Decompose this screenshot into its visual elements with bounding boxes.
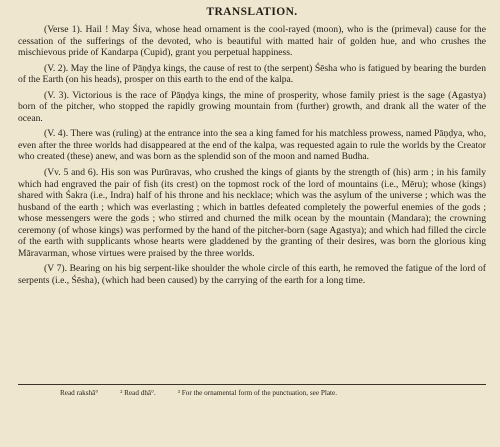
- footnote-divider: [18, 384, 486, 385]
- verse-1-paragraph: (Verse 1). Hail ! May Śiva, whose head ornament is the cool-rayed (moon), who is the (primeval) cause for the cessation of the sufferings of the devoted, who is beautiful with matted hair of golden hue, and who crushes the mischievous pride of Kandarpa (Cupid), grant you perpetual happiness.: [18, 24, 486, 59]
- page-title: TRANSLATION.: [206, 6, 298, 18]
- verse-3-paragraph: (V. 3). Victorious is the race of Pāṇḍya kings, the mine of prosperity, whose family priest is the sage (Agastya) born of the pitcher, who stopped the rapidly growing mountain from (further) growth, and drank all the water of the ocean.: [18, 89, 486, 124]
- verse-7-paragraph: (V 7). Bearing on his big serpent-like shoulder the whole circle of this earth, he removed the fatigue of the lord of serpents (i.e., Śēsha), (which had been caused) by the carrying of the earth for a long time.: [18, 263, 486, 286]
- footnote-2: ² Read dhā°.: [120, 389, 156, 397]
- verse-2-paragraph: (V. 2). May the line of Pāṇḍya kings, the cause of rest to (the serpent) Śēsha who is fatigued by bearing the burden of the Earth (on his heads), prosper on this earth to the end of the kalpa.: [18, 62, 486, 86]
- verse-4-paragraph: (V. 4). There was (ruling) at the entrance into the sea a king famed for his matchless prowess, named Pāṇḍya, who, even after the three worlds had disappeared at the end of the kalpa, was requested again to rule the worlds by the Creator who created (these) anew, and was born as the splendid son of the moon and named Budha.: [18, 128, 486, 163]
- footnote-1: Read rakshā°: [60, 389, 99, 397]
- footnotes: [60, 389, 486, 398]
- verse-5-6-paragraph: (Vv. 5 and 6). His son was Purūravas, who crushed the kings of giants by the strength of (his) arm ; in his family which had engraved the pair of fish (its crest) on the topmost rock of the lord of mountains (i.e., Mēru); whose (kings) shared with Śakra (i.e., Indra) half of his throne and his necklace; which was the asylum of the universe ; which was the husband of the earth ; which was everlasting ; which in battles defeated completely the powerful enemies of the gods ; whose messengers were the gods ; who stirred and churned the milk ocean by the mountain (Mandara); the crowning ceremony (of whose kings) was performed by the hand of the pitcher-born (sage Agastya); and which had filled the circle of the earth with supplicants whose hearts were gladdened by the granting of their desires, was born the glorious king Māravarman, whose virtues were praised by the three worlds.: [18, 167, 486, 259]
- footnote-3: ³ For the ornamental form of the punctuation, see Plate.: [177, 389, 338, 397]
